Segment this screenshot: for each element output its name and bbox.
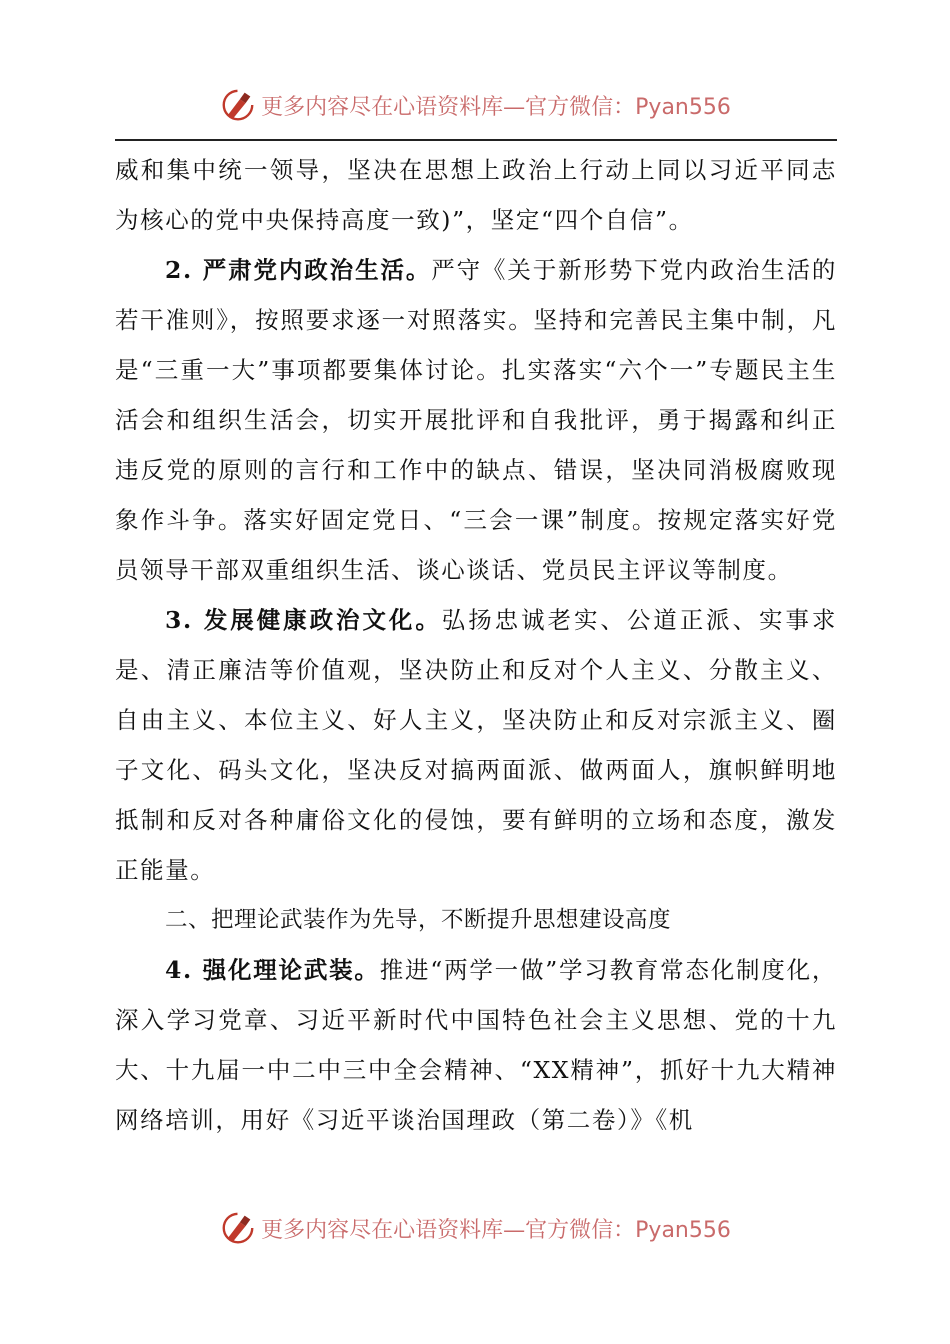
continuation-paragraph: 威和集中统一领导，坚决在思想上政治上行动上同以习近平同志为核心的党中央保持高度一致)”，坚定“四个自信”。 bbox=[115, 156, 837, 234]
paragraph-4-lead: 4. 强化理论武装。 bbox=[165, 956, 380, 984]
paragraph-2-body: 严守《关于新形势下党内政治生活的若干准则》，按照要求逐一对照落实。坚持和完善民主集中制，凡是“三重一大”事项都要集体讨论。扎实落实“六个一”专题民主生活会和组织生活会，切实开展批评和自我批评，勇于揭露和纠正违反党的原则的言行和工作中的缺点、错误，坚决同消极腐败现象作斗争。落实好固定党日、“三会一课”制度。按规定落实好党员领导干部双重组织生活、谈心谈话、党员民主评议等制度。 bbox=[115, 256, 837, 584]
paragraph-2-lead: 2. 严肃党内政治生活。 bbox=[165, 256, 432, 284]
document-body bbox=[115, 145, 837, 1145]
watermark-text: 更多内容尽在心语资料库—官方微信：Pyan556 bbox=[261, 1217, 731, 1243]
paragraph-3-body: 弘扬忠诚老实、公道正派、实事求是、清正廉洁等价值观，坚决防止和反对个人主义、分散主义、自由主义、本位主义、好人主义，坚决防止和反对宗派主义、圈子文化、码头文化，坚决反对搞两面派、做两面人，旗帜鲜明地抵制和反对各种庸俗文化的侵蚀，要有鲜明的立场和态度，激发正能量。 bbox=[115, 606, 837, 884]
paragraph-3 bbox=[115, 595, 837, 895]
paragraph-2 bbox=[115, 245, 837, 595]
watermark-banner-bottom bbox=[0, 1206, 950, 1250]
paragraph-3-lead: 3. 发展健康政治文化。 bbox=[165, 606, 442, 634]
header-rule bbox=[115, 139, 837, 141]
paragraph-4-body: 推进“两学一做”学习教育常态化制度化，深入学习党章、习近平新时代中国特色社会主义思想、党的十九大、十九届一中二中三中全会精神、“XX精神”，抓好十九大精神网络培训，用好《习近平谈治国理政（第二卷）》《机 bbox=[115, 956, 837, 1134]
paragraph-4 bbox=[115, 945, 837, 1145]
watermark-text: 更多内容尽在心语资料库—官方微信：Pyan556 bbox=[261, 94, 731, 120]
pen-nib-logo-icon bbox=[219, 1209, 257, 1247]
watermark-banner-top bbox=[0, 83, 950, 127]
section-heading: 二、把理论武装作为先导，不断提升思想建设高度 bbox=[165, 907, 672, 933]
pen-nib-logo-icon bbox=[219, 86, 257, 124]
